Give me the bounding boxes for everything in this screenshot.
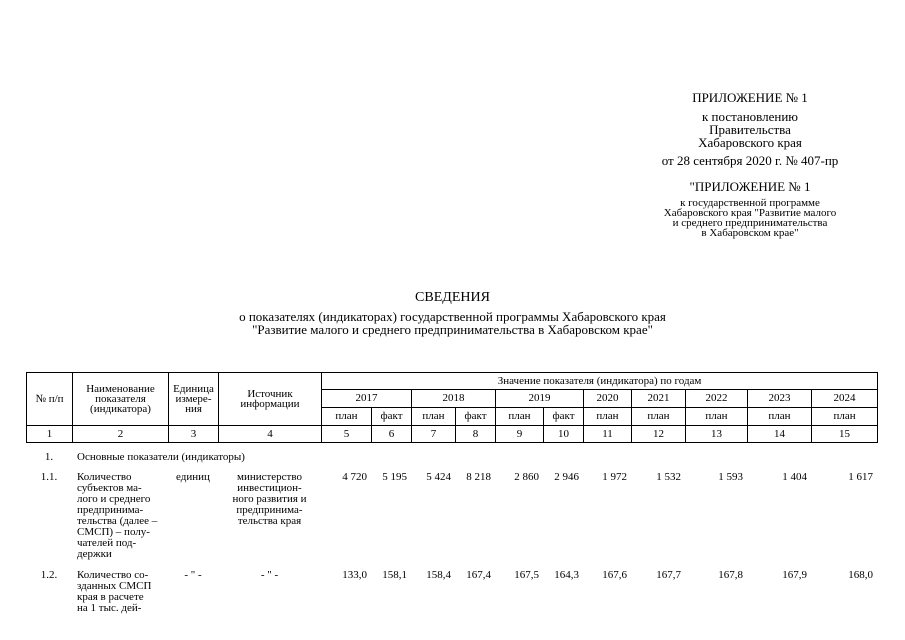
source-line: министерство bbox=[236, 471, 302, 483]
column-number: 6 bbox=[372, 426, 412, 443]
indicator-name-line: субъектов ма- bbox=[77, 482, 142, 494]
value-cell: 5 195 bbox=[382, 471, 407, 483]
header-year: 2020 bbox=[584, 390, 632, 408]
source-line: тельства края bbox=[237, 515, 302, 527]
value-cell: 168,0 bbox=[848, 569, 874, 581]
value-cell: 167,5 bbox=[514, 569, 539, 581]
indicator-name-line: держки bbox=[77, 548, 112, 560]
indicator-name-line: чателей под- bbox=[77, 537, 137, 549]
indicator-table-body bbox=[26, 452, 877, 614]
value-cell: 167,8 bbox=[718, 569, 743, 581]
indicator-name-line: зданных СМСП bbox=[77, 580, 152, 592]
value-cell: 2 860 bbox=[514, 471, 539, 483]
value-cell: 167,4 bbox=[466, 569, 491, 581]
header-year: 2018 bbox=[412, 390, 496, 408]
indicator-name-line: тельства (далее – bbox=[77, 515, 158, 527]
indicator-name-line: края в расчете bbox=[77, 591, 144, 603]
column-number: 4 bbox=[219, 426, 322, 443]
header-no: № п/п bbox=[27, 373, 73, 426]
appendix2-title: "ПРИЛОЖЕНИЕ № 1 bbox=[689, 179, 811, 194]
column-number: 10 bbox=[544, 426, 584, 443]
header-year: 2024 bbox=[812, 390, 878, 408]
source-line: ного развития и bbox=[232, 493, 307, 505]
value-cell: 167,7 bbox=[656, 569, 681, 581]
indicator-name-line: Количество со- bbox=[77, 569, 149, 581]
header-plan: план bbox=[748, 408, 812, 426]
appendix-line-1: к постановлению bbox=[701, 109, 799, 124]
column-number: 2 bbox=[73, 426, 169, 443]
header-year: 2017 bbox=[322, 390, 412, 408]
value-cell: 8 218 bbox=[466, 471, 491, 483]
value-cell: 1 617 bbox=[848, 471, 874, 483]
section-row bbox=[26, 452, 877, 468]
header-fact: факт bbox=[544, 408, 584, 426]
value-cell: 167,9 bbox=[782, 569, 807, 581]
unit: единиц bbox=[176, 471, 210, 483]
header-year: 2023 bbox=[748, 390, 812, 408]
value-cell: 1 532 bbox=[656, 471, 681, 483]
header-year: 2019 bbox=[496, 390, 584, 408]
value-cell: 4 720 bbox=[342, 471, 367, 483]
column-number: 3 bbox=[169, 426, 219, 443]
appendix-date: от 28 сентября 2020 г. № 407-пр bbox=[661, 153, 839, 168]
appendix2-line-4: в Хабаровском крае" bbox=[701, 227, 799, 239]
value-cell: 133,0 bbox=[342, 569, 367, 581]
source-line: предпринима- bbox=[236, 504, 303, 516]
appendix-line-3: Хабаровского края bbox=[698, 135, 802, 150]
header-fact: факт bbox=[372, 408, 412, 426]
value-cell: 2 946 bbox=[554, 471, 579, 483]
header-source: Источник информации bbox=[219, 373, 322, 426]
value-cell: 1 404 bbox=[782, 471, 807, 483]
table-row bbox=[26, 468, 877, 564]
column-number: 14 bbox=[748, 426, 812, 443]
source-line: инвестицион- bbox=[237, 482, 302, 494]
indicator-name bbox=[72, 468, 168, 564]
source bbox=[218, 468, 321, 564]
indicator-name-line: СМСП) – полу- bbox=[77, 526, 150, 538]
indicator-name-line: Количество bbox=[77, 471, 132, 483]
source bbox=[218, 564, 321, 614]
column-number: 15 bbox=[812, 426, 878, 443]
header-fact: факт bbox=[456, 408, 496, 426]
column-number: 8 bbox=[456, 426, 496, 443]
indicator-name bbox=[72, 564, 168, 614]
value-cell: 158,4 bbox=[426, 569, 451, 581]
header-values: Значение показателя (индикатора) по годам bbox=[322, 373, 878, 390]
section-number: 1. bbox=[44, 451, 54, 463]
section-title: Основные показатели (индикаторы) bbox=[77, 451, 245, 463]
indicator-name-line: на 1 тыс. дей- bbox=[77, 602, 142, 614]
header-name: Наименование показателя (индикатора) bbox=[73, 373, 169, 426]
value-cell: 167,6 bbox=[602, 569, 627, 581]
appendix-line-2: Правительства bbox=[709, 122, 791, 137]
value-cell: 1 593 bbox=[718, 471, 743, 483]
appendix2-line-2: Хабаровского края "Развитие малого bbox=[663, 207, 837, 219]
row-number: 1.1. bbox=[40, 471, 58, 483]
value-cell: 164,3 bbox=[554, 569, 579, 581]
column-number: 7 bbox=[412, 426, 456, 443]
indicator-name-line: предпринима- bbox=[77, 504, 144, 516]
column-number: 12 bbox=[632, 426, 686, 443]
document-subtitle-2: "Развитие малого и среднего предпринимательства в Хабаровском крае" bbox=[252, 322, 653, 337]
source-line: - " - bbox=[260, 569, 279, 581]
column-number: 13 bbox=[686, 426, 748, 443]
appendix-title: ПРИЛОЖЕНИЕ № 1 bbox=[692, 90, 808, 105]
table-row bbox=[26, 564, 877, 614]
header-plan: план bbox=[686, 408, 748, 426]
column-number: 11 bbox=[584, 426, 632, 443]
unit: - " - bbox=[184, 569, 202, 581]
header-plan: план bbox=[412, 408, 456, 426]
row-number: 1.2. bbox=[40, 569, 58, 581]
column-number: 1 bbox=[27, 426, 73, 443]
document-title: СВЕДЕНИЯ bbox=[415, 290, 490, 305]
appendix2-line-1: к государственной программе bbox=[680, 197, 820, 209]
column-number: 9 bbox=[496, 426, 544, 443]
value-cell: 1 972 bbox=[602, 471, 627, 483]
header-plan: план bbox=[496, 408, 544, 426]
header-plan: план bbox=[632, 408, 686, 426]
header-plan: план bbox=[322, 408, 372, 426]
value-cell: 5 424 bbox=[426, 471, 451, 483]
header-year: 2021 bbox=[632, 390, 686, 408]
value-cell: 158,1 bbox=[382, 569, 407, 581]
indicator-table-header bbox=[26, 372, 878, 443]
column-number-row bbox=[27, 426, 878, 443]
header-year: 2022 bbox=[686, 390, 748, 408]
appendix2-line-3: и среднего предпринимательства bbox=[672, 217, 828, 229]
indicator-name-line: лого и среднего bbox=[77, 493, 151, 505]
column-number: 5 bbox=[322, 426, 372, 443]
header-unit: Единица измере- ния bbox=[169, 373, 219, 426]
header-plan: план bbox=[584, 408, 632, 426]
header-plan: план bbox=[812, 408, 878, 426]
document-subtitle-1: о показателях (индикаторах) государственной программы Хабаровского края bbox=[239, 309, 666, 324]
